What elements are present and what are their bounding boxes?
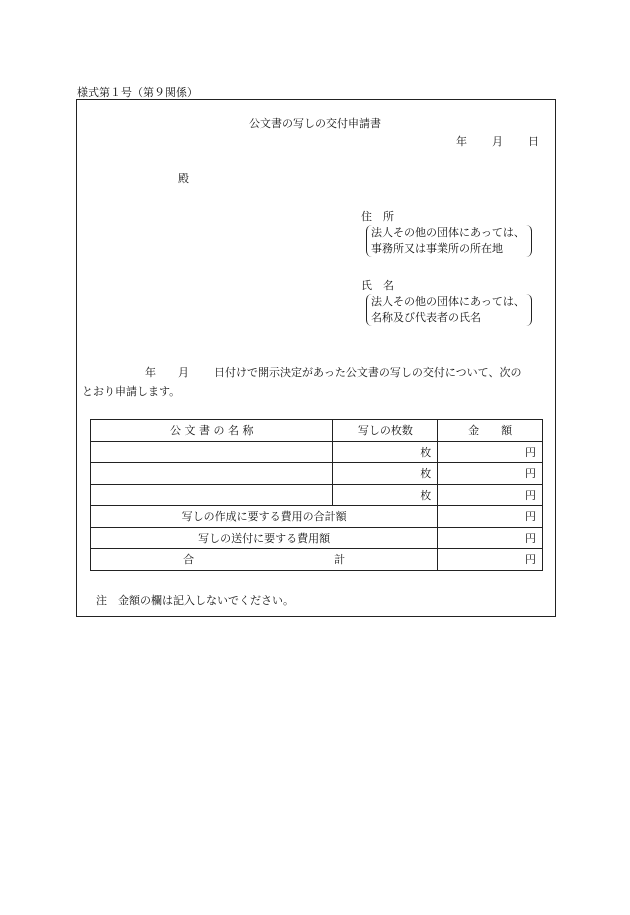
- header-document-name: 公 文 書 の 名 称: [91, 420, 333, 442]
- body-line1-rest: 日付けで開示決定があった公文書の写しの交付について、次の: [214, 366, 522, 379]
- name-label: 氏 名: [361, 279, 394, 292]
- name-note-line2: 名称及び代表者の氏名: [371, 311, 481, 324]
- address-note-line1: 法人その他の団体にあっては、: [371, 226, 525, 239]
- creation-cost-amount: 円: [438, 506, 543, 528]
- copies-cell[interactable]: 枚: [333, 441, 438, 463]
- amount-cell: 円: [438, 441, 543, 463]
- table-row: [91, 463, 543, 485]
- amount-cell: 円: [438, 463, 543, 485]
- name-note-line1: 法人その他の団体にあっては、: [371, 295, 525, 308]
- shipping-cost-row: [91, 527, 543, 549]
- total-label-left: 合: [183, 553, 195, 567]
- form-title: 公文書の写しの交付申請書: [249, 117, 381, 130]
- body-line2: とおり申請します。: [82, 385, 181, 398]
- date-day-label: 日: [528, 135, 539, 148]
- copies-cell[interactable]: 枚: [333, 463, 438, 485]
- total-row: [91, 549, 543, 571]
- body-month: 月: [178, 366, 189, 379]
- form-number: 様式第１号（第９関係）: [77, 86, 198, 99]
- document-name-cell[interactable]: [91, 441, 333, 463]
- table-row: [91, 484, 543, 506]
- table-header-row: [91, 420, 543, 442]
- header-amount: 金 額: [438, 420, 543, 442]
- total-amount: 円: [438, 549, 543, 571]
- address-note: [366, 225, 532, 257]
- fee-table: [90, 419, 543, 571]
- document-name-cell[interactable]: [91, 484, 333, 506]
- total-label-right: 計: [334, 553, 346, 567]
- address-note-line2: 事務所又は事業所の所在地: [371, 242, 503, 255]
- creation-cost-row: [91, 506, 543, 528]
- header-copies: 写しの枚数: [333, 420, 438, 442]
- date-year-label: 年: [456, 135, 467, 148]
- addressee-suffix: 殿: [178, 172, 189, 185]
- note: 注 金額の欄は記入しないでください。: [96, 594, 294, 607]
- shipping-cost-label: 写しの送付に要する費用額: [91, 527, 438, 549]
- body-year: 年: [145, 366, 156, 379]
- total-label: [91, 549, 438, 571]
- creation-cost-label: 写しの作成に要する費用の合計額: [91, 506, 438, 528]
- address-label: 住 所: [361, 210, 394, 223]
- table-row: [91, 441, 543, 463]
- shipping-cost-amount: 円: [438, 527, 543, 549]
- document-name-cell[interactable]: [91, 463, 333, 485]
- name-note: [366, 294, 532, 326]
- date-month-label: 月: [492, 135, 503, 148]
- amount-cell: 円: [438, 484, 543, 506]
- copies-cell[interactable]: 枚: [333, 484, 438, 506]
